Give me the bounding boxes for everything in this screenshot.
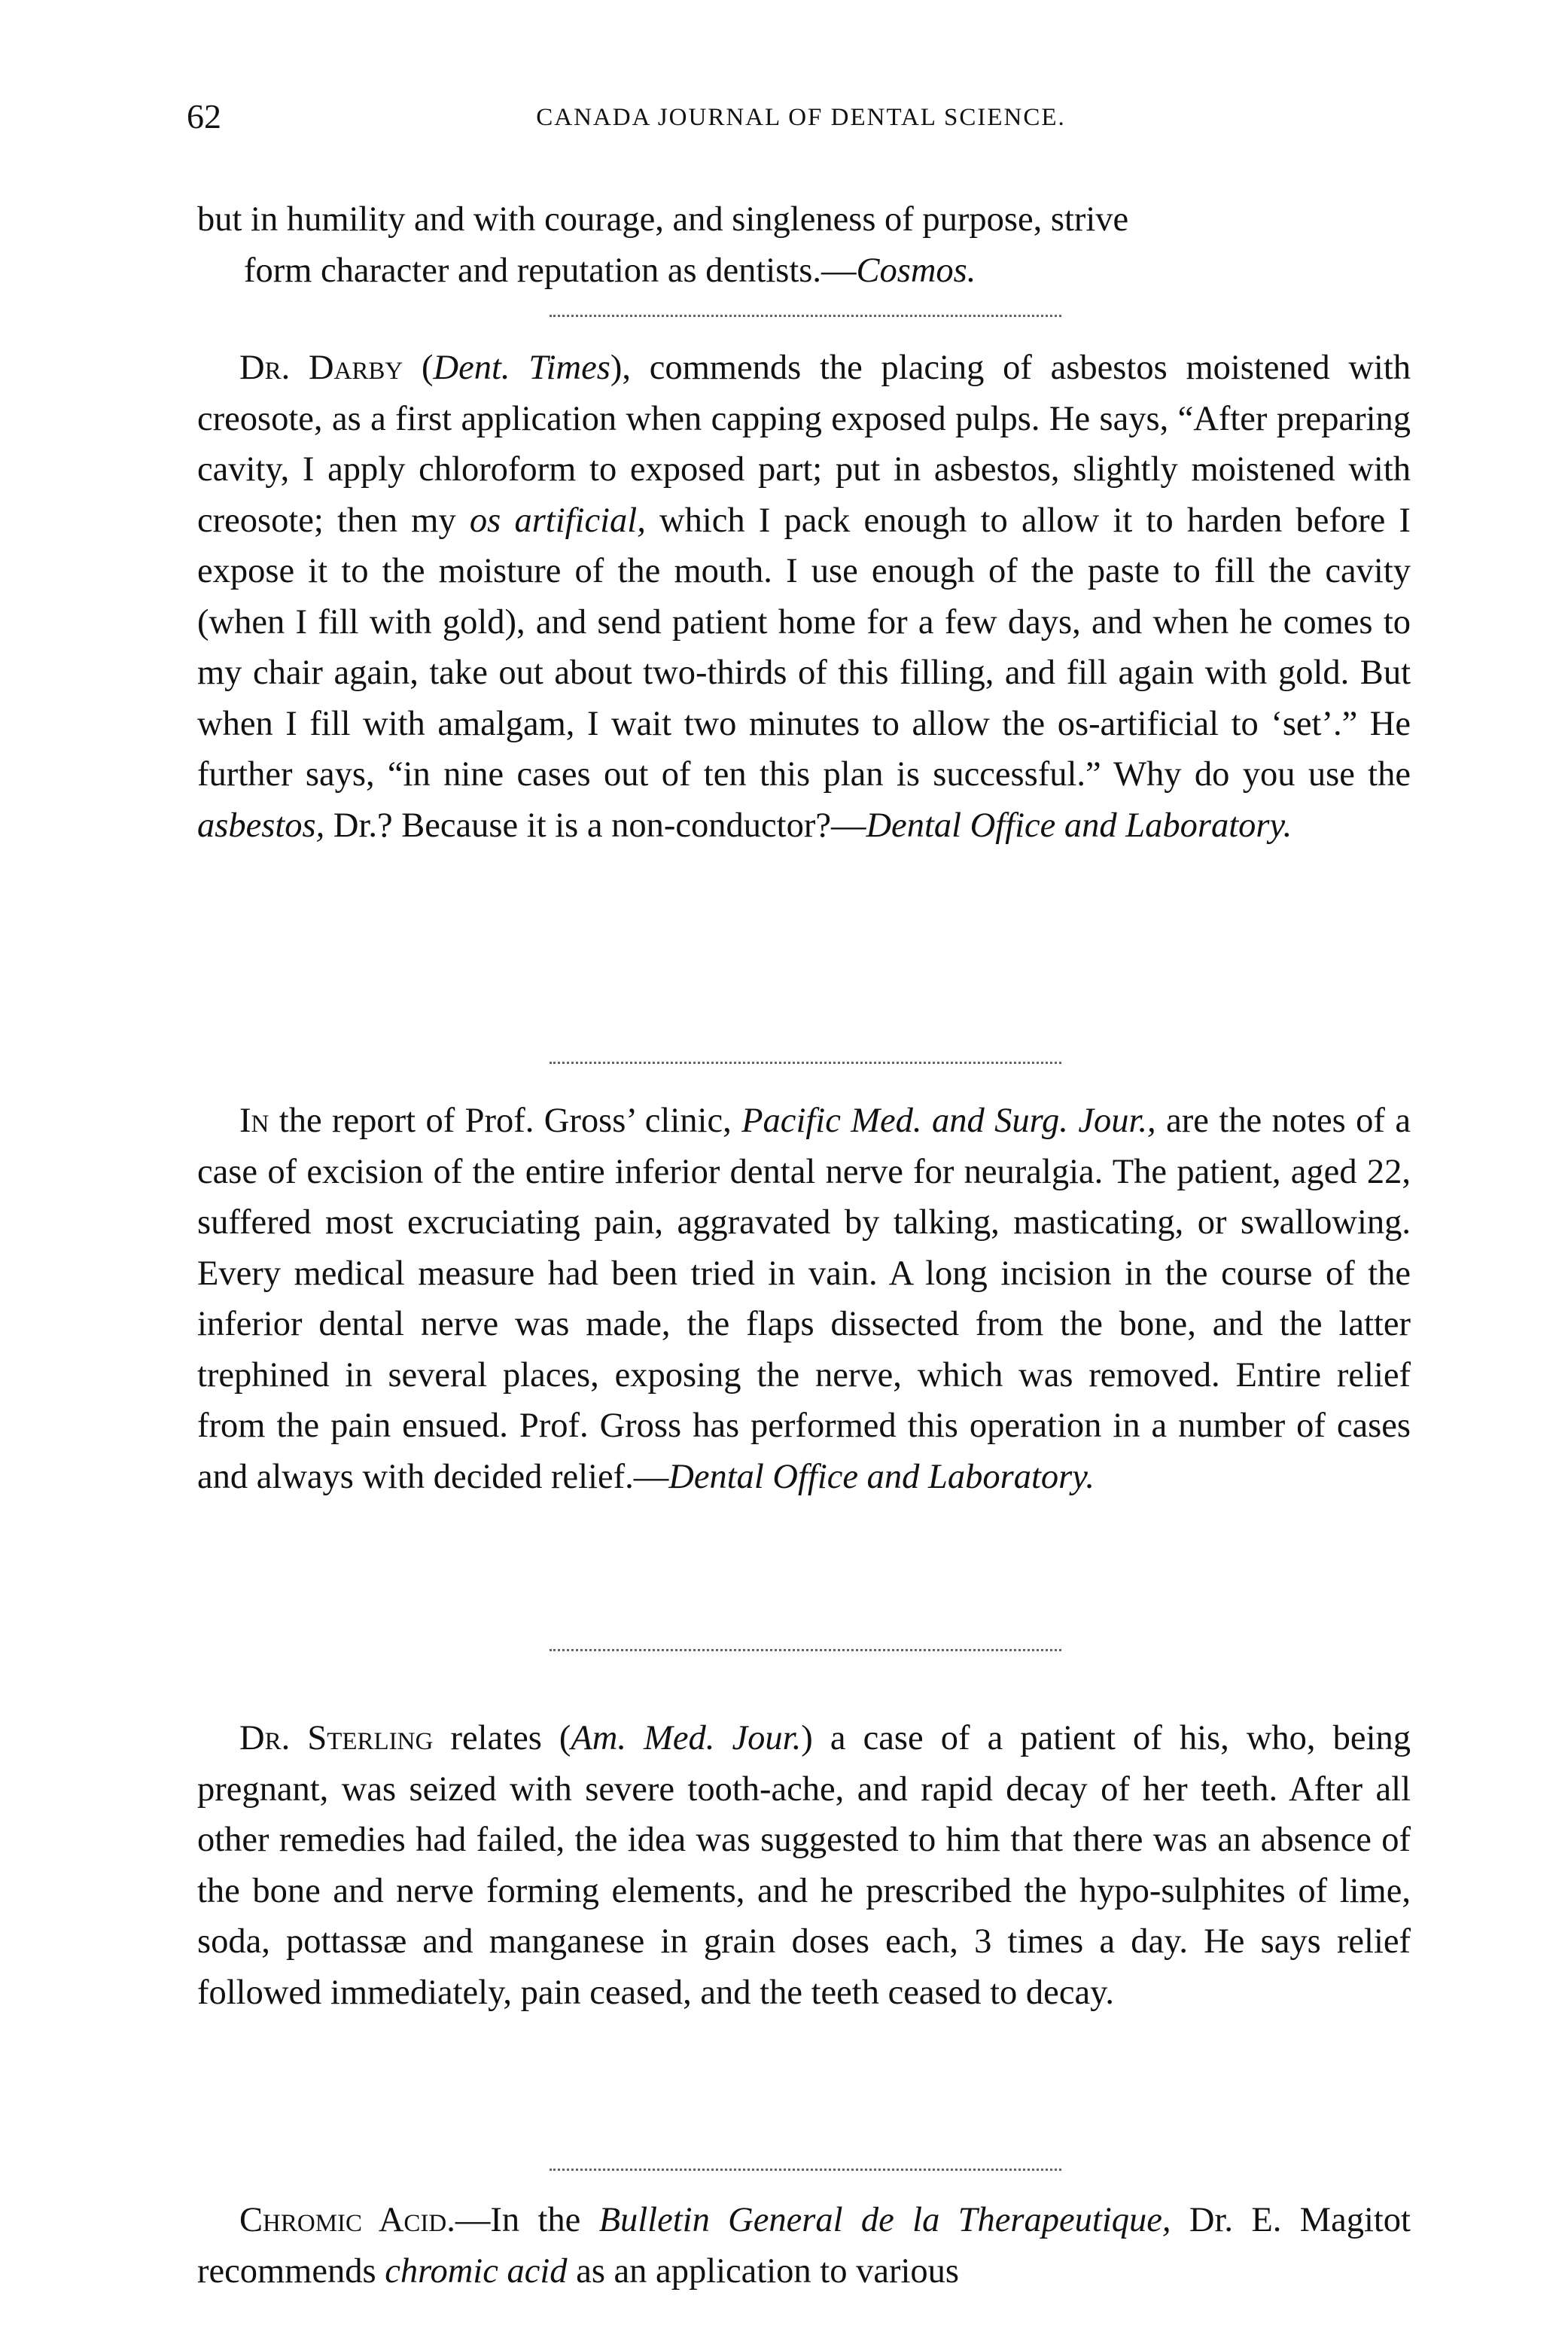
source-citation: Cosmos. [856, 251, 976, 290]
paragraph-text: ( [403, 349, 434, 387]
paragraph-chromic-acid [197, 2195, 1411, 2297]
section-divider [550, 315, 1061, 317]
author-name: Dr. Darby [239, 349, 403, 387]
paragraph-text: as an application to various [567, 2251, 959, 2291]
paragraph-text: but in humility and with courage, and singleness of purpose, strive [197, 200, 1129, 239]
paragraph-text: ), commends the placing of asbestos moistened with creosote, as a first application when capping exposed pulps. He says, “After preparing cavity, I apply chloroform to exposed part; put in asbestos, slightly moistened with creosote; then my [197, 349, 1411, 540]
italic-term: os artificial, [469, 501, 646, 540]
italic-term: asbestos, [197, 806, 325, 845]
paragraph-text: the report of Prof. Gross’ clinic, [269, 1102, 742, 1140]
lead-word: In [239, 1102, 269, 1140]
author-name: Dr. Sterling [239, 1719, 434, 1757]
paragraph-text: relates ( [433, 1719, 571, 1757]
paragraph-text: form character and reputation as dentists.— [244, 251, 857, 290]
source-citation: Dental Office and Laboratory. [668, 1457, 1095, 1496]
paragraph-text: which I pack enough to allow it to harden before I expose it to the moisture of the mouth. I use enough of the paste to fill the cavity (when I fill with gold), and send patient home for a few days, and when he comes to my chair again, take out about two-thirds of this filling, and fill again with gold. But when I fill with amalgam, I wait two minutes to allow the os-artificial to ‘set’.” He further says, “in nine cases out of ten this plan is successful.” Why do you use the [197, 501, 1411, 794]
paragraph-continuation [197, 194, 1411, 296]
source-citation: Pacific Med. and Surg. Jour., [741, 1102, 1156, 1140]
source-citation: Dental Office and Laboratory. [866, 806, 1292, 845]
section-divider [550, 2169, 1061, 2171]
paragraph-text: ) a case of a patient of his, who, being pregnant, was seized with severe tooth-ache, and rapid decay of her teeth. After all other remedies had failed, the idea was suggested to him that there was an absence of the bone and nerve forming elements, and he prescribed the hypo-sulphites of lime, soda, pottassæ and manganese in grain doses each, 3 times a day. He says relief followed immediately, pain ceased, and the teeth ceased to decay. [197, 1719, 1411, 2012]
page-header [187, 96, 1415, 149]
source-citation: Dent. Times [433, 349, 610, 387]
paragraph-text: Dr.? Because it is a non-conductor?— [324, 806, 866, 845]
paragraph-text: Dr. E. Magitot recommends [197, 2201, 1411, 2291]
paragraph-sterling [197, 1713, 1411, 2018]
paragraph-text: —In the [455, 2201, 599, 2239]
page-number: 62 [187, 97, 221, 136]
section-divider [550, 1649, 1061, 1651]
source-citation: Am. Med. Jour. [571, 1719, 802, 1757]
section-divider [550, 1062, 1061, 1064]
paragraph-gross [197, 1096, 1411, 1502]
running-head: CANADA JOURNAL OF DENTAL SCIENCE. [536, 104, 1066, 131]
source-citation: Bulletin General de la Therapeutique, [598, 2201, 1171, 2239]
italic-term: chromic acid [385, 2251, 568, 2291]
section-heading: Chromic Acid. [239, 2201, 455, 2239]
paragraph-darby [197, 343, 1411, 851]
paragraph-text: are the notes of a case of excision of the entire inferior dental nerve for neuralgia. The patient, aged 22, suffered most excruciating pain, aggravated by talking, masticating, or swallowing. Every medical measure had been tried in vain. A long incision in the course of the inferior dental nerve was made, the flaps dissected from the bone, and the latter trephined in several places, exposing the nerve, which was removed. Entire relief from the pain ensued. Prof. Gross has performed this operation in a number of cases and always with decided relief.— [197, 1102, 1411, 1496]
